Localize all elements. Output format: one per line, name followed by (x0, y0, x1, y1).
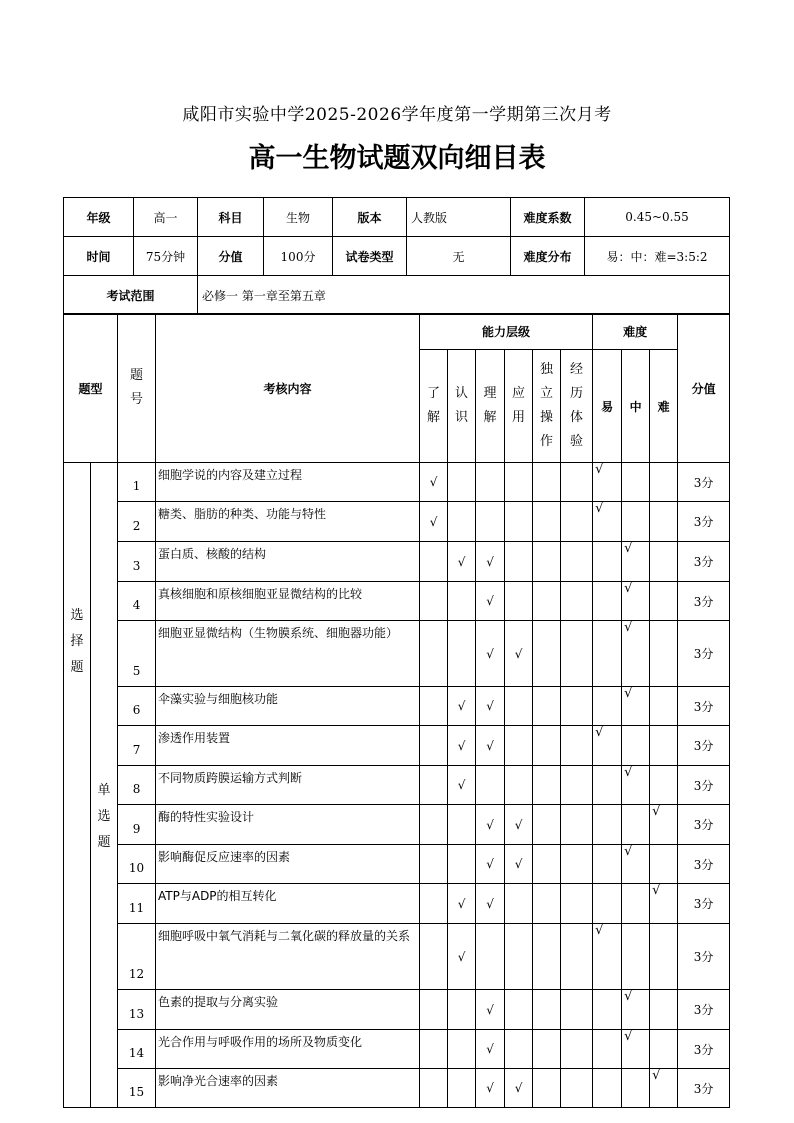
difficulty-cell-hard (650, 621, 678, 687)
question-number: 14 (118, 1030, 156, 1069)
difficulty-cell-easy: √ (593, 463, 622, 502)
ability-cell-1 (448, 990, 476, 1030)
question-content: 渗透作用装置 (156, 726, 420, 766)
difficulty-cell-easy: √ (593, 502, 622, 542)
table-row (64, 542, 730, 582)
ability-cell-2: √ (476, 845, 505, 884)
difficulty-cell-easy: √ (593, 924, 622, 990)
ability-cell-2: √ (476, 542, 505, 582)
question-content: 影响净光合速率的因素 (156, 1069, 420, 1108)
table-row (64, 582, 730, 621)
question-content: 酶的特性实验设计 (156, 805, 420, 845)
question-number: 15 (118, 1069, 156, 1108)
ability-cell-2: √ (476, 990, 505, 1030)
difficulty-cell-easy (593, 884, 622, 924)
question-content: 真核细胞和原核细胞亚显微结构的比较 (156, 582, 420, 621)
header-score: 分值 (678, 314, 730, 463)
ability-cell-4 (533, 542, 561, 582)
ability-cell-2 (476, 924, 505, 990)
subject-value: 生物 (264, 198, 333, 237)
difficulty-cell-medium: √ (622, 990, 650, 1030)
ability-cell-3: √ (505, 1069, 533, 1108)
question-score: 3分 (678, 1030, 730, 1069)
difficulty-cell-easy (593, 990, 622, 1030)
difficulty-cell-medium (622, 463, 650, 502)
ability-cell-1: √ (448, 924, 476, 990)
difficulty-cell-medium (622, 924, 650, 990)
ability-cell-5 (561, 990, 593, 1030)
question-score: 3分 (678, 1069, 730, 1108)
table-row (64, 1069, 730, 1108)
ability-cell-1 (448, 582, 476, 621)
ability-cell-5 (561, 924, 593, 990)
ability-cell-4 (533, 502, 561, 542)
question-number: 9 (118, 805, 156, 845)
difficulty-cell-medium: √ (622, 687, 650, 726)
ability-cell-3 (505, 687, 533, 726)
header-ability-2: 理 解 (476, 350, 505, 463)
difficulty-cell-easy (593, 1030, 622, 1069)
header-ability-0: 了 解 (420, 350, 448, 463)
question-content: 不同物质跨膜运输方式判断 (156, 766, 420, 805)
question-content: 色素的提取与分离实验 (156, 990, 420, 1030)
ability-cell-0: √ (420, 463, 448, 502)
question-score: 3分 (678, 542, 730, 582)
question-content: 伞藻实验与细胞核功能 (156, 687, 420, 726)
question-number: 10 (118, 845, 156, 884)
difficulty-cell-medium: √ (622, 582, 650, 621)
ability-cell-4 (533, 687, 561, 726)
difficulty-dist-label: 难度分布 (511, 237, 585, 276)
difficulty-cell-easy (593, 542, 622, 582)
difficulty-cell-medium: √ (622, 621, 650, 687)
difficulty-cell-medium (622, 726, 650, 766)
difficulty-cell-medium: √ (622, 1030, 650, 1069)
question-number: 4 (118, 582, 156, 621)
difficulty-cell-hard: √ (650, 884, 678, 924)
question-score: 3分 (678, 766, 730, 805)
difficulty-cell-medium (622, 1069, 650, 1108)
question-score: 3分 (678, 726, 730, 766)
ability-cell-1 (448, 845, 476, 884)
question-content: 影响酶促反应速率的因素 (156, 845, 420, 884)
ability-cell-0 (420, 687, 448, 726)
table-row (64, 845, 730, 884)
ability-cell-1 (448, 621, 476, 687)
question-type-cell: 选 择 题 (64, 463, 91, 1108)
difficulty-cell-hard (650, 582, 678, 621)
ability-cell-5 (561, 805, 593, 845)
difficulty-dist-value: 易：中：难=3:5:2 (585, 237, 730, 276)
table-row (64, 463, 730, 502)
question-score: 3分 (678, 884, 730, 924)
table-row (64, 990, 730, 1030)
ability-cell-3 (505, 990, 533, 1030)
question-score: 3分 (678, 924, 730, 990)
grade-label: 年级 (64, 198, 134, 237)
ability-cell-4 (533, 845, 561, 884)
ability-cell-4 (533, 990, 561, 1030)
question-number: 13 (118, 990, 156, 1030)
ability-cell-3 (505, 924, 533, 990)
question-subtype-cell: 单 选 题 (91, 463, 118, 1108)
difficulty-cell-hard (650, 766, 678, 805)
difficulty-cell-hard (650, 845, 678, 884)
question-detail-table (63, 313, 730, 1108)
table-row (64, 621, 730, 687)
ability-cell-0 (420, 924, 448, 990)
header-difficulty: 难度 (593, 314, 678, 350)
ability-cell-1 (448, 805, 476, 845)
question-number: 11 (118, 884, 156, 924)
difficulty-cell-hard: √ (650, 805, 678, 845)
ability-cell-2: √ (476, 582, 505, 621)
difficulty-cell-easy (593, 582, 622, 621)
question-number: 12 (118, 924, 156, 990)
difficulty-cell-hard (650, 990, 678, 1030)
difficulty-coef-value: 0.45~0.55 (585, 198, 730, 237)
difficulty-cell-medium: √ (622, 766, 650, 805)
ability-cell-3 (505, 726, 533, 766)
question-number: 7 (118, 726, 156, 766)
ability-cell-4 (533, 884, 561, 924)
question-score: 3分 (678, 463, 730, 502)
ability-cell-2 (476, 463, 505, 502)
ability-cell-2: √ (476, 1030, 505, 1069)
ability-cell-0 (420, 845, 448, 884)
ability-cell-3 (505, 463, 533, 502)
ability-cell-3 (505, 542, 533, 582)
question-score: 3分 (678, 687, 730, 726)
table-row (64, 502, 730, 542)
question-content: 细胞学说的内容及建立过程 (156, 463, 420, 502)
table-row (64, 884, 730, 924)
question-content: ATP与ADP的相互转化 (156, 884, 420, 924)
difficulty-cell-easy (593, 766, 622, 805)
question-number: 6 (118, 687, 156, 726)
question-score: 3分 (678, 805, 730, 845)
ability-cell-4 (533, 924, 561, 990)
ability-cell-3 (505, 1030, 533, 1069)
ability-cell-0 (420, 621, 448, 687)
difficulty-cell-medium (622, 502, 650, 542)
ability-cell-1 (448, 1030, 476, 1069)
ability-cell-5 (561, 621, 593, 687)
difficulty-cell-hard (650, 502, 678, 542)
question-content: 糖类、脂肪的种类、功能与特性 (156, 502, 420, 542)
ability-cell-5 (561, 884, 593, 924)
ability-cell-3: √ (505, 621, 533, 687)
ability-cell-0 (420, 884, 448, 924)
difficulty-cell-hard: √ (650, 1069, 678, 1108)
ability-cell-1 (448, 502, 476, 542)
ability-cell-5 (561, 542, 593, 582)
ability-cell-5 (561, 582, 593, 621)
ability-cell-3 (505, 884, 533, 924)
header-ability: 能力层级 (420, 314, 593, 350)
ability-cell-0 (420, 726, 448, 766)
difficulty-coef-label: 难度系数 (511, 198, 585, 237)
difficulty-cell-easy (593, 845, 622, 884)
question-score: 3分 (678, 990, 730, 1030)
ability-cell-5 (561, 1069, 593, 1108)
header-type: 题型 (64, 314, 118, 463)
ability-cell-0 (420, 1030, 448, 1069)
ability-cell-5 (561, 1030, 593, 1069)
scope-label: 考试范围 (64, 276, 198, 315)
ability-cell-2: √ (476, 687, 505, 726)
ability-cell-5 (561, 766, 593, 805)
ability-cell-3 (505, 766, 533, 805)
ability-cell-1 (448, 463, 476, 502)
question-number: 8 (118, 766, 156, 805)
ability-cell-0 (420, 542, 448, 582)
difficulty-cell-hard (650, 542, 678, 582)
ability-cell-1: √ (448, 542, 476, 582)
ability-cell-4 (533, 621, 561, 687)
question-content: 光合作用与呼吸作用的场所及物质变化 (156, 1030, 420, 1069)
ability-cell-3: √ (505, 845, 533, 884)
edition-label: 版本 (333, 198, 407, 237)
ability-cell-2 (476, 502, 505, 542)
table-row (64, 805, 730, 845)
ability-cell-4 (533, 1030, 561, 1069)
ability-cell-4 (533, 1069, 561, 1108)
difficulty-cell-medium: √ (622, 542, 650, 582)
ability-cell-2: √ (476, 1069, 505, 1108)
difficulty-cell-medium: √ (622, 845, 650, 884)
ability-cell-1: √ (448, 766, 476, 805)
question-content: 细胞亚显微结构（生物膜系统、细胞器功能） (156, 621, 420, 687)
time-value: 75分钟 (134, 237, 198, 276)
ability-cell-1 (448, 1069, 476, 1108)
difficulty-cell-medium (622, 884, 650, 924)
ability-cell-5 (561, 845, 593, 884)
header-difficulty-2: 难 (650, 350, 678, 463)
score-value: 100分 (264, 237, 333, 276)
ability-cell-4 (533, 805, 561, 845)
exam-subtitle: 咸阳市实验中学2025-2026学年度第一学期第三次月考 (182, 105, 612, 125)
difficulty-cell-hard (650, 1030, 678, 1069)
table-row (64, 924, 730, 990)
question-score: 3分 (678, 621, 730, 687)
ability-cell-0 (420, 1069, 448, 1108)
question-score: 3分 (678, 582, 730, 621)
ability-cell-2: √ (476, 621, 505, 687)
ability-cell-5 (561, 502, 593, 542)
ability-cell-0 (420, 582, 448, 621)
header-ability-3: 应 用 (505, 350, 533, 463)
scope-value: 必修一 第一章至第五章 (198, 276, 730, 315)
header-ability-4: 独 立 操 作 (533, 350, 561, 463)
difficulty-cell-easy (593, 621, 622, 687)
difficulty-cell-easy (593, 1069, 622, 1108)
ability-cell-2: √ (476, 884, 505, 924)
ability-cell-5 (561, 687, 593, 726)
header-difficulty-0: 易 (593, 350, 622, 463)
ability-cell-4 (533, 463, 561, 502)
question-number: 1 (118, 463, 156, 502)
difficulty-cell-easy (593, 687, 622, 726)
question-content: 蛋白质、核酸的结构 (156, 542, 420, 582)
ability-cell-1: √ (448, 726, 476, 766)
exam-info-table (63, 197, 730, 315)
header-number: 题 号 (118, 314, 156, 463)
ability-cell-2: √ (476, 805, 505, 845)
header-difficulty-1: 中 (622, 350, 650, 463)
ability-cell-0: √ (420, 502, 448, 542)
header-content: 考核内容 (156, 314, 420, 463)
ability-cell-4 (533, 766, 561, 805)
question-number: 2 (118, 502, 156, 542)
header-ability-1: 认 识 (448, 350, 476, 463)
ability-cell-0 (420, 990, 448, 1030)
header-ability-5: 经 历 体 验 (561, 350, 593, 463)
difficulty-cell-medium (622, 805, 650, 845)
time-label: 时间 (64, 237, 134, 276)
paper-type-label: 试卷类型 (333, 237, 407, 276)
ability-cell-1: √ (448, 884, 476, 924)
ability-cell-4 (533, 582, 561, 621)
ability-cell-2 (476, 766, 505, 805)
question-score: 3分 (678, 502, 730, 542)
ability-cell-3: √ (505, 805, 533, 845)
edition-value: 人教版 (407, 198, 511, 237)
difficulty-cell-hard (650, 463, 678, 502)
ability-cell-3 (505, 582, 533, 621)
difficulty-cell-hard (650, 726, 678, 766)
paper-type-value: 无 (407, 237, 511, 276)
table-row (64, 687, 730, 726)
ability-cell-5 (561, 726, 593, 766)
difficulty-cell-hard (650, 924, 678, 990)
table-row (64, 726, 730, 766)
question-number: 3 (118, 542, 156, 582)
difficulty-cell-easy: √ (593, 726, 622, 766)
question-score: 3分 (678, 845, 730, 884)
page-title: 高一生物试题双向细目表 (248, 143, 546, 174)
table-row (64, 1030, 730, 1069)
question-number: 5 (118, 621, 156, 687)
question-content: 细胞呼吸中氧气消耗与二氧化碳的释放量的关系 (156, 924, 420, 990)
ability-cell-0 (420, 805, 448, 845)
grade-value: 高一 (134, 198, 198, 237)
difficulty-cell-hard (650, 687, 678, 726)
ability-cell-0 (420, 766, 448, 805)
subject-label: 科目 (198, 198, 264, 237)
ability-cell-4 (533, 726, 561, 766)
ability-cell-1: √ (448, 687, 476, 726)
ability-cell-2: √ (476, 726, 505, 766)
difficulty-cell-easy (593, 805, 622, 845)
ability-cell-5 (561, 463, 593, 502)
ability-cell-3 (505, 502, 533, 542)
score-label: 分值 (198, 237, 264, 276)
table-row (64, 766, 730, 805)
